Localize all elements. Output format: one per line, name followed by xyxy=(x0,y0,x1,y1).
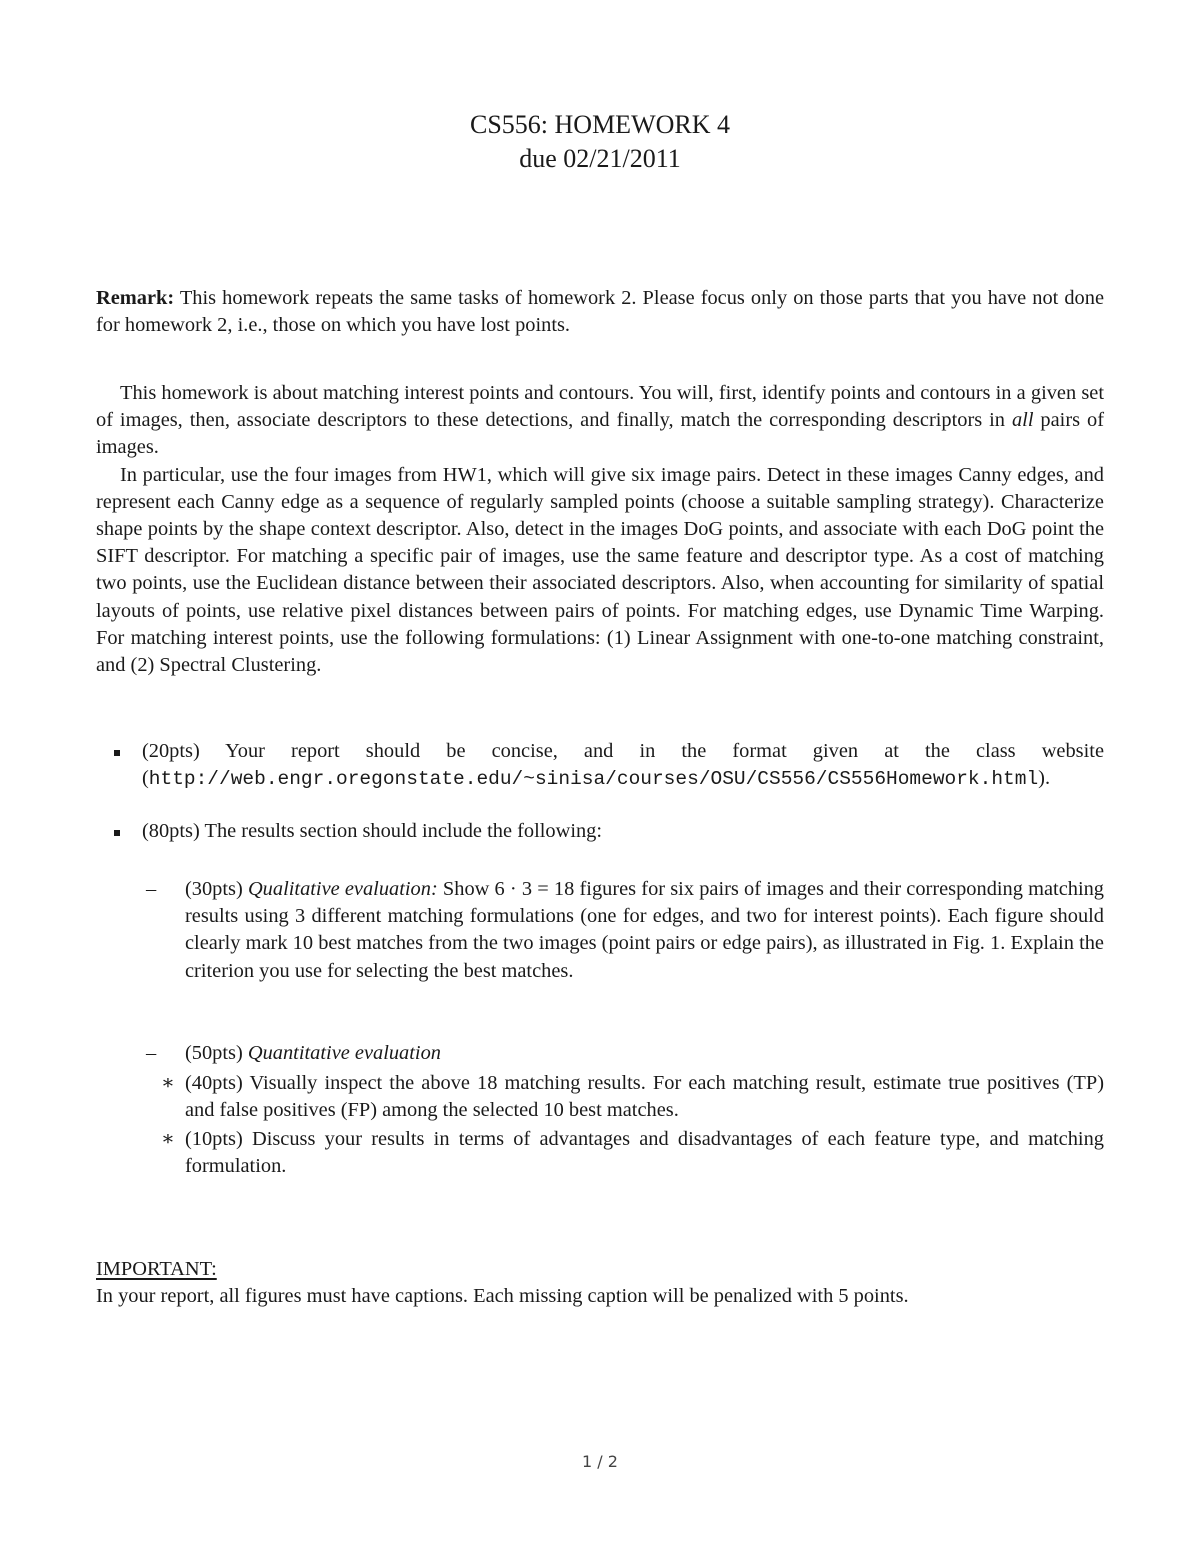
important-note xyxy=(96,1256,1104,1310)
intro-p1-end: pairs of images. xyxy=(96,409,1104,459)
intro-section xyxy=(96,380,1104,679)
discuss-text: (10pts) Discuss your results in terms of advantages and disadvantages of each feature type, and matching formulation. xyxy=(185,1128,1104,1178)
important-text: In your report, all figures must have captions. Each missing caption will be penalized with 5 points. xyxy=(96,1285,909,1308)
bullet-report-text: (20pts) Your report should be concise, and in the format given at the class website ( xyxy=(142,740,1104,790)
inspect-text: (40pts) Visually inspect the above 18 matching results. For each matching result, estimate true positives (TP) and false positives (FP) among the selected 10 best matches. xyxy=(185,1072,1104,1122)
qualitative-label: Qualitative evaluation: xyxy=(247,878,438,900)
bullet-square-icon xyxy=(114,830,120,836)
intro-paragraph-2: In particular, use the four images from HW1, which will give six image pairs. Detect in these images Canny edges, and represent each Canny edge as a sequence of regularly sampled points (choose a suitable sampling strategy). Characterize shape points by the shape context descriptor. Also, detect in the images DoG points, and associate with each DoG point the SIFT descriptor. For matching a specific pair of images, use the same feature and descriptor type. As a cost of matching two points, use the Euclidean distance between their associated descriptors. Also, when accounting for similarity of spatial layouts of points, use relative pixel distances between pairs of points. For matching edges, use Dynamic Time Warping. For matching interest points, use the following formulations: (1) Linear Assignment with one-to-one matching constraint, and (2) Spectral Clustering. xyxy=(96,463,1104,677)
asterisk-icon: ∗ xyxy=(161,1128,175,1150)
quantitative-points: (50pts) xyxy=(185,1042,248,1064)
bullet-report xyxy=(142,738,1104,793)
quantitative-label: Quantitative evaluation xyxy=(247,1042,441,1064)
due-date: due 02/21/2011 xyxy=(519,144,681,173)
bullet-square-icon xyxy=(114,750,120,756)
intro-p1-emphasis: all xyxy=(1011,409,1034,432)
dash-icon: – xyxy=(146,1042,157,1064)
class-website-link[interactable]: http://web.engr.oregonstate.edu/~sinisa/courses/OSU/CS556/CS556Homework.html xyxy=(148,768,1039,791)
subsubitem-inspect xyxy=(161,1070,1104,1124)
page-number: 1 / 2 xyxy=(582,1452,618,1471)
remark-label: Remark: xyxy=(96,287,175,309)
title-block xyxy=(96,108,1104,176)
asterisk-icon: ∗ xyxy=(161,1072,175,1094)
bullet-report-end: ). xyxy=(1038,767,1051,790)
intro-paragraph-1 xyxy=(96,380,1104,462)
subitem-quantitative xyxy=(146,1040,1104,1067)
page-title: CS556: HOMEWORK 4 xyxy=(469,110,730,139)
subsubitem-discuss xyxy=(161,1126,1104,1180)
subitem-qualitative xyxy=(146,876,1104,985)
dash-icon: – xyxy=(146,878,157,900)
remark-paragraph xyxy=(96,285,1104,339)
bullet-results-text: (80pts) The results section should include the following: xyxy=(142,820,603,842)
remark-text: This homework repeats the same tasks of homework 2. Please focus only on those parts that you have not done for homework 2, i.e., those on which you have lost points. xyxy=(96,287,1104,336)
qualitative-points: (30pts) xyxy=(185,878,248,900)
important-heading: IMPORTANT: xyxy=(96,1258,217,1280)
qualitative-text: Show 6 · 3 = 18 figures for six pairs of images and their corresponding matching results using 3 different matching formulations (one for edges, and two for interest points). Each figure should clearly mark 10 best matches from the two images (point pairs or edge pairs), as illustrated in Fig. 1. Explain the criterion you use for selecting the best matches. xyxy=(185,878,1104,982)
intro-p1-text: This homework is about matching interest points and contours. You will, first, identify points and contours in a given set of images, then, associate descriptors to these detections, and finally, match the corresponding descriptors in xyxy=(96,382,1104,432)
bullet-results xyxy=(142,818,1104,845)
document-page xyxy=(96,0,1104,1553)
